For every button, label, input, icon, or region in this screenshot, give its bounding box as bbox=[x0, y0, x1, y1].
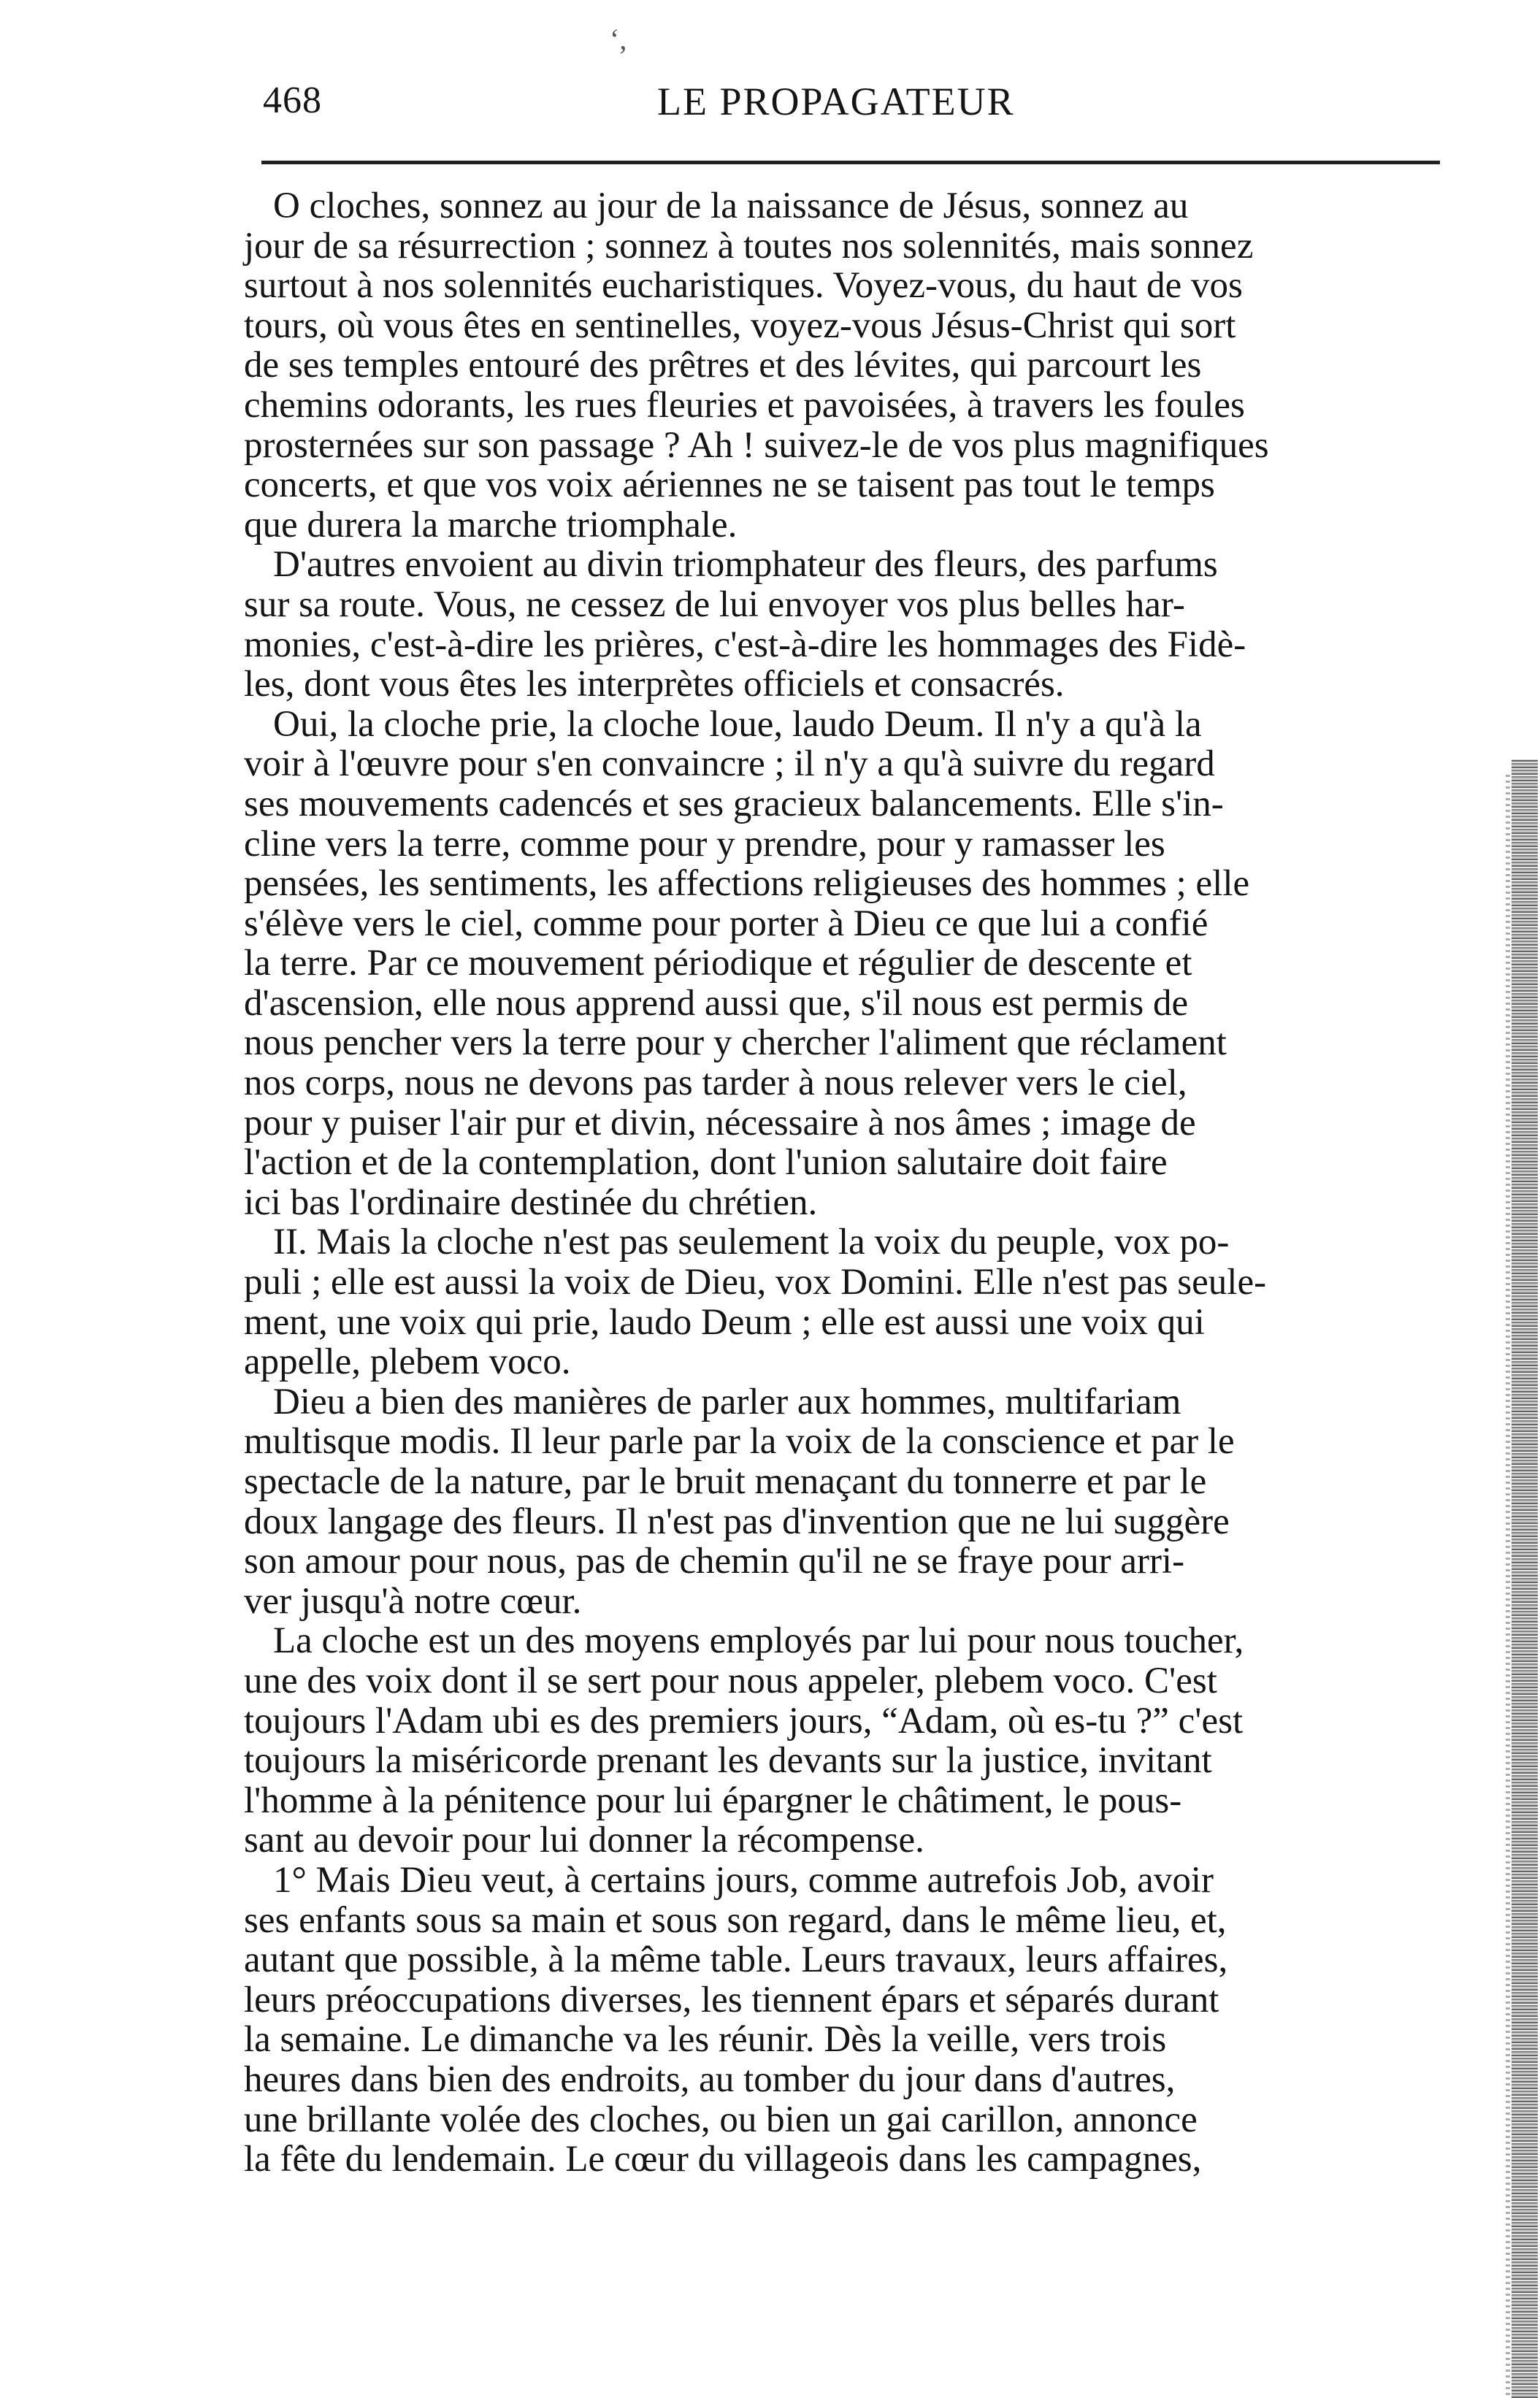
text-line: chemins odorants, les rues fleuries et pavoisées, à travers les foules bbox=[244, 384, 1245, 426]
text-line: II. Mais la cloche n'est pas seulement la voix du peuple, vox po- bbox=[273, 1222, 1230, 1263]
text-line: jour de sa résurrection ; sonnez à toutes nos solennités, mais sonnez bbox=[244, 225, 1254, 267]
text-line: pensées, les sentiments, les affections religieuses des hommes ; elle bbox=[244, 863, 1250, 905]
text-line: voir à l'œuvre pour s'en convaincre ; il n'y a qu'à suivre du regard bbox=[244, 743, 1215, 785]
text-line: doux langage des fleurs. Il n'est pas d'invention que ne lui suggère bbox=[244, 1501, 1230, 1542]
running-title: LE PROPAGATEUR bbox=[657, 80, 1015, 123]
text-line: pour y puiser l'air pur et divin, nécessaire à nos âmes ; image de bbox=[244, 1102, 1196, 1144]
text-line: sant au devoir pour lui donner la récompense. bbox=[244, 1820, 924, 1861]
text-line: ses mouvements cadencés et ses gracieux balancements. Elle s'in- bbox=[244, 783, 1224, 824]
text-line: que durera la marche triomphale. bbox=[244, 504, 738, 545]
text-line: D'autres envoient au divin triomphateur des fleurs, des parfums bbox=[273, 544, 1218, 586]
text-line: monies, c'est-à-dire les prières, c'est-à-dire les hommages des Fidè- bbox=[244, 624, 1246, 665]
text-line: 1° Mais Dieu veut, à certains jours, comme autrefois Job, avoir bbox=[273, 1859, 1214, 1901]
text-line: tours, où vous êtes en sentinelles, voyez-vous Jésus-Christ qui sort bbox=[244, 304, 1236, 346]
header-rule bbox=[261, 161, 1440, 164]
text-line: heures dans bien des endroits, au tomber du jour dans d'autres, bbox=[244, 2058, 1176, 2100]
text-line: l'action et de la contemplation, dont l'union salutaire doit faire bbox=[244, 1142, 1168, 1184]
text-line: ici bas l'ordinaire destinée du chrétien. bbox=[244, 1181, 818, 1223]
text-line: la fête du lendemain. Le cœur du villageois dans les campagnes, bbox=[244, 2139, 1202, 2180]
text-line: une des voix dont il se sert pour nous appeler, plebem voco. C'est bbox=[244, 1660, 1217, 1701]
text-line: sur sa route. Vous, ne cessez de lui envoyer vos plus belles har- bbox=[244, 583, 1185, 625]
text-line: la semaine. Le dimanche va les réunir. Dès la veille, vers trois bbox=[244, 2019, 1167, 2061]
text-line: O cloches, sonnez au jour de la naissance de Jésus, sonnez au bbox=[273, 185, 1189, 226]
text-line: la terre. Par ce mouvement périodique et régulier de descente et bbox=[244, 943, 1192, 984]
text-line: leurs préoccupations diverses, les tiennent épars et séparés durant bbox=[244, 1979, 1219, 2020]
page-header bbox=[263, 79, 1439, 137]
text-line: ver jusqu'à notre cœur. bbox=[244, 1580, 582, 1622]
text-line: les, dont vous êtes les interprètes officiels et consacrés. bbox=[244, 664, 1065, 705]
text-line: ses enfants sous sa main et sous son regard, dans le même lieu, et, bbox=[244, 1899, 1227, 1941]
text-line: l'homme à la pénitence pour lui épargner le châtiment, le pous- bbox=[244, 1780, 1182, 1821]
text-line: une brillante volée des cloches, ou bien un gai carillon, annonce bbox=[244, 2099, 1198, 2140]
text-line: surtout à nos solennités eucharistiques. Voyez-vous, du haut de vos bbox=[244, 265, 1243, 307]
page-edge-shadow bbox=[1506, 774, 1510, 2395]
text-line: s'élève vers le ciel, comme pour porter à Dieu ce que lui a confié bbox=[244, 903, 1208, 944]
text-line: concerts, et que vos voix aériennes ne se taisent pas tout le temps bbox=[244, 464, 1215, 506]
text-line: ment, une voix qui prie, laudo Deum ; elle est aussi une voix qui bbox=[244, 1301, 1205, 1343]
body-text bbox=[244, 186, 1441, 2180]
text-line: spectacle de la nature, par le bruit menaçant du tonnerre et par le bbox=[244, 1461, 1207, 1502]
page-edge-texture bbox=[1512, 759, 1538, 2398]
text-line: d'ascension, elle nous apprend aussi que, s'il nous est permis de bbox=[244, 982, 1189, 1024]
text-line: cline vers la terre, comme pour y prendre, pour y ramasser les bbox=[244, 823, 1165, 865]
text-line: Oui, la cloche prie, la cloche loue, laudo Deum. Il n'y a qu'à la bbox=[273, 703, 1202, 745]
text-line: multisque modis. Il leur parle par la voix de la conscience et par le bbox=[244, 1421, 1235, 1463]
text-line: prosternées sur son passage ? Ah ! suivez-le de vos plus magnifiques bbox=[244, 424, 1269, 466]
text-line: son amour pour nous, pas de chemin qu'il ne se fraye pour arri- bbox=[244, 1541, 1185, 1582]
text-line: de ses temples entouré des prêtres et des lévites, qui parcourt les bbox=[244, 345, 1202, 386]
text-line: toujours l'Adam ubi es des premiers jours, “Adam, où es-tu ?” c'est bbox=[244, 1700, 1244, 1742]
text-line: La cloche est un des moyens employés par lui pour nous toucher, bbox=[273, 1620, 1244, 1662]
text-line: Dieu a bien des manières de parler aux hommes, multifariam bbox=[273, 1381, 1181, 1422]
page-number: 468 bbox=[263, 80, 322, 121]
printer-speck: ‘, bbox=[610, 23, 627, 55]
text-line: autant que possible, à la même table. Leurs travaux, leurs affaires, bbox=[244, 1939, 1228, 1981]
text-line: puli ; elle est aussi la voix de Dieu, vox Domini. Elle n'est pas seule- bbox=[244, 1262, 1267, 1303]
text-line: toujours la miséricorde prenant les devants sur la justice, invitant bbox=[244, 1740, 1212, 1782]
text-line: appelle, plebem voco. bbox=[244, 1341, 571, 1383]
text-line: nos corps, nous ne devons pas tarder à nous relever vers le ciel, bbox=[244, 1062, 1187, 1104]
text-line: nous pencher vers la terre pour y chercher l'aliment que réclament bbox=[244, 1022, 1227, 1064]
